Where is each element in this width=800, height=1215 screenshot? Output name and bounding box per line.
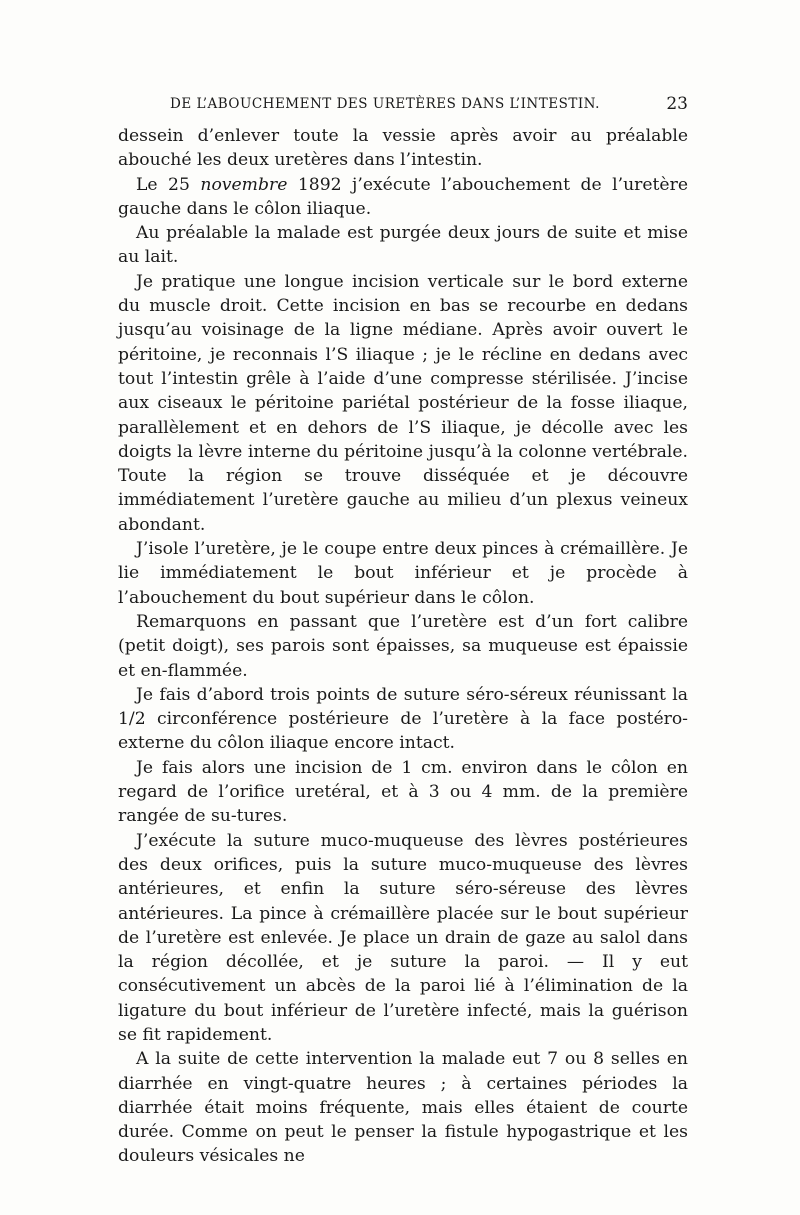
paragraph: Remarquons en passant que l’uretère est d’un fort calibre (petit doigt), ses parois sont épaisses, sa muqueuse est épaissie et en-flammée. <box>118 611 688 681</box>
paragraph: Je fais alors une incision de 1 cm. environ dans le côlon en regard de l’orifice uretéral, et à 3 ou 4 mm. de la première rangée de su-tures. <box>118 757 688 827</box>
paragraph-continuation: dessein d’enlever toute la vessie après avoir au préalable abouché les deux uretères dans l’intestin. <box>118 126 688 171</box>
paragraph: J’isole l’uretère, je le coupe entre deux pinces à crémaillère. Je lie immédiatement le bout inférieur et je procède à l’abouchement du bout supérieur dans le côlon. <box>118 539 688 608</box>
paragraph: Je fais d’abord trois points de suture séro-séreux réunissant la 1/2 circonférence postérieure de l’uretère à la face postéro-externe du côlon iliaque encore intact. <box>118 684 688 754</box>
paragraph-date <box>118 173 688 222</box>
running-title: DE L’ABOUCHEMENT DES URETÈRES DANS L’INTESTIN. <box>170 96 600 112</box>
paragraph-date-pre: Le 25 <box>136 174 201 195</box>
paragraph-date-month: novembre <box>200 174 288 195</box>
paragraph-date-post: 1892 j’exécute l’abouchement de l’uretère gauche dans le côlon iliaque. <box>118 174 688 219</box>
page-number: 23 <box>666 94 688 114</box>
paragraph: J’exécute la suture muco-muqueuse des lèvres postérieures des deux orifices, puis la suture muco-muqueuse des lèvres antérieures, et enfin la suture séro-séreuse des lèvres antérieures. La pince à crémaillère placée sur le bout supérieur de l’uretère est enlevée. Je place un drain de gaze au salol dans la région décollée, et je suture la paroi. — Il y eut consécutivement un abcès de la paroi lié à l’élimination de la ligature du bout inférieur de l’uretère infecté, mais la guérison se fit rapidement. <box>118 830 688 1045</box>
page-header <box>118 96 688 120</box>
body-text <box>118 124 688 1169</box>
paragraph: Je pratique une longue incision verticale sur le bord externe du muscle droit. Cette incision en bas se recourbe en dedans jusqu’au voisinage de la ligne médiane. Après avoir ouvert le péritoine, je reconnais l’S iliaque ; je le récline en dedans avec tout l’intestin grêle à l’aide d’une compresse stérilisée. J’incise aux ciseaux le péritoine pariétal postérieur de la fosse iliaque, parallèlement et en dehors de l’S iliaque, je décolle avec les doigts la lèvre interne du péritoine jusqu’à la colonne vertébrale. Toute la région se trouve disséquée et je découvre immédiatement l’uretère gauche au milieu d’un plexus veineux abondant. <box>118 271 688 535</box>
paragraph: A la suite de cette intervention la malade eut 7 ou 8 selles en diarrhée en vingt-quatre heures ; à certaines périodes la diarrhée était moins fréquente, mais elles étaient de courte durée. Comme on peut le penser la fistule hypogastrique et les douleurs vésicales ne <box>118 1049 688 1167</box>
paragraph: Au préalable la malade est purgée deux jours de suite et mise au lait. <box>118 223 688 268</box>
